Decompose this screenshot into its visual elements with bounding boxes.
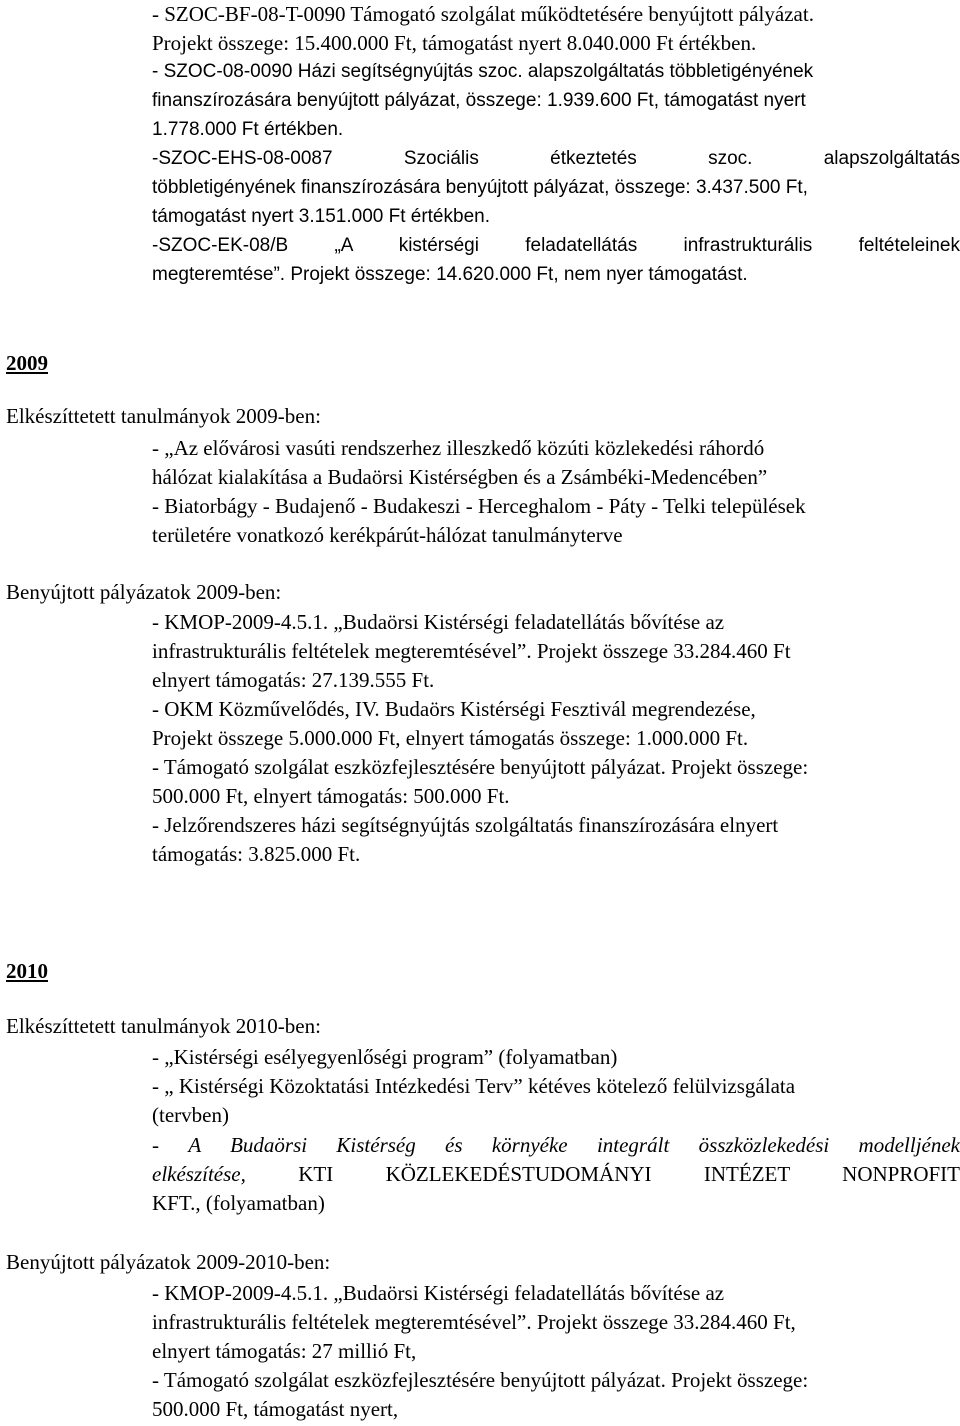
app-2009-line-8: - Jelzőrendszeres házi segítségnyújtás szolgáltatás finanszírozására elnyert — [152, 813, 779, 837]
study-2009-line-4: területére vonatkozó kerékpárút-hálózat tanulmányterve — [152, 523, 623, 547]
top-line-10: megteremtése”. Projekt összege: 14.620.000 Ft, nem nyer támogatást. — [152, 264, 748, 285]
app-2010-line-1: - KMOP-2009-4.5.1. „Budaörsi Kistérségi feladatellátás bővítése az — [152, 1281, 725, 1305]
study-2010-line-1: - „Kistérségi esélyegyenlőségi program” (folyamatban) — [152, 1045, 618, 1069]
study-2010-item-3-line-3: KFT., (folyamatban) — [152, 1191, 325, 1215]
app-2010-line-4: - Támogató szolgálat eszközfejlesztésére benyújtott pályázat. Projekt összege: — [152, 1368, 809, 1392]
study-2010-line-2: - „ Kistérségi Közoktatási Intézkedési Terv” kétéves kötelező felülvizsgálata — [152, 1074, 796, 1098]
section-heading-2009: 2009 — [6, 351, 48, 375]
top-line-4: finanszírozására benyújtott pályázat, összege: 1.939.600 Ft, támogatást nyert — [152, 90, 806, 111]
study-2009-line-2: hálózat kialakítása a Budaörsi Kistérségben és a Zsámbéki-Medencében” — [152, 465, 768, 489]
apps-title-2010: Benyújtott pályázatok 2009-2010-ben: — [6, 1250, 331, 1274]
studies-title-2010: Elkészíttetett tanulmányok 2010-ben: — [6, 1014, 321, 1038]
apps-title-2009: Benyújtott pályázatok 2009-ben: — [6, 580, 282, 604]
study-2009-line-3: - Biatorbágy - Budajenő - Budakeszi - Herceghalom - Páty - Telki települések — [152, 494, 806, 518]
app-2009-line-4: - OKM Közművelődés, IV. Budaörs Kistérségi Fesztivál megrendezése, — [152, 697, 756, 721]
app-2009-line-5: Projekt összege 5.000.000 Ft, elnyert támogatás összege: 1.000.000 Ft. — [152, 726, 749, 750]
app-2009-line-7: 500.000 Ft, elnyert támogatás: 500.000 Ft. — [152, 784, 510, 808]
study-2010-item-3-italic-end: elkészítése, — [152, 1162, 246, 1186]
app-2010-line-5: 500.000 Ft, támogatást nyert, — [152, 1397, 399, 1421]
top-line-8: támogatást nyert 3.151.000 Ft értékben. — [152, 206, 490, 227]
study-2010-item-3-line-1 — [152, 1133, 960, 1157]
top-line-9: -SZOC-EK-08/B „A kistérségi feladatellátás infrastrukturális feltételeinek — [152, 235, 960, 256]
study-2010-line-3: (tervben) — [152, 1103, 229, 1127]
top-line-1: - SZOC-BF-08-T-0090 Támogató szolgálat működtetésére benyújtott pályázat. — [152, 2, 814, 26]
section-heading-2010: 2010 — [6, 959, 48, 983]
study-2010-item-3-line-2 — [152, 1162, 960, 1186]
top-line-6: -SZOC-EHS-08-0087 Szociális étkeztetés szoc. alapszolgáltatás — [152, 148, 960, 169]
study-2010-item-3-prefix: - — [152, 1133, 189, 1157]
study-2010-item-3-italic: A Budaörsi Kistérség és környéke integrált összközlekedési modelljének — [188, 1133, 960, 1157]
study-2010-item-3-institute: KTI KÖZLEKEDÉSTUDOMÁNYI INTÉZET NONPROFIT — [245, 1162, 960, 1186]
top-line-2: Projekt összege: 15.400.000 Ft, támogatást nyert 8.040.000 Ft értékben. — [152, 31, 757, 55]
top-line-5: 1.778.000 Ft értékben. — [152, 119, 344, 140]
app-2009-line-9: támogatás: 3.825.000 Ft. — [152, 842, 361, 866]
studies-title-2009: Elkészíttetett tanulmányok 2009-ben: — [6, 404, 321, 428]
top-line-3: - SZOC-08-0090 Házi segítségnyújtás szoc. alapszolgáltatás többletigényének — [152, 61, 814, 82]
app-2010-line-3: elnyert támogatás: 27 millió Ft, — [152, 1339, 417, 1363]
app-2009-line-6: - Támogató szolgálat eszközfejlesztésére benyújtott pályázat. Projekt összege: — [152, 755, 809, 779]
top-line-7: többletigényének finanszírozására benyújtott pályázat, összege: 3.437.500 Ft, — [152, 177, 808, 198]
app-2010-line-2: infrastrukturális feltételek megteremtésével”. Projekt összege 33.284.460 Ft, — [152, 1310, 796, 1334]
study-2009-line-1: - „Az elővárosi vasúti rendszerhez illeszkedő közúti közlekedési ráhordó — [152, 436, 765, 460]
app-2009-line-3: elnyert támogatás: 27.139.555 Ft. — [152, 668, 435, 692]
app-2009-line-1: - KMOP-2009-4.5.1. „Budaörsi Kistérségi feladatellátás bővítése az — [152, 610, 725, 634]
app-2009-line-2: infrastrukturális feltételek megteremtésével”. Projekt összege 33.284.460 Ft — [152, 639, 791, 663]
